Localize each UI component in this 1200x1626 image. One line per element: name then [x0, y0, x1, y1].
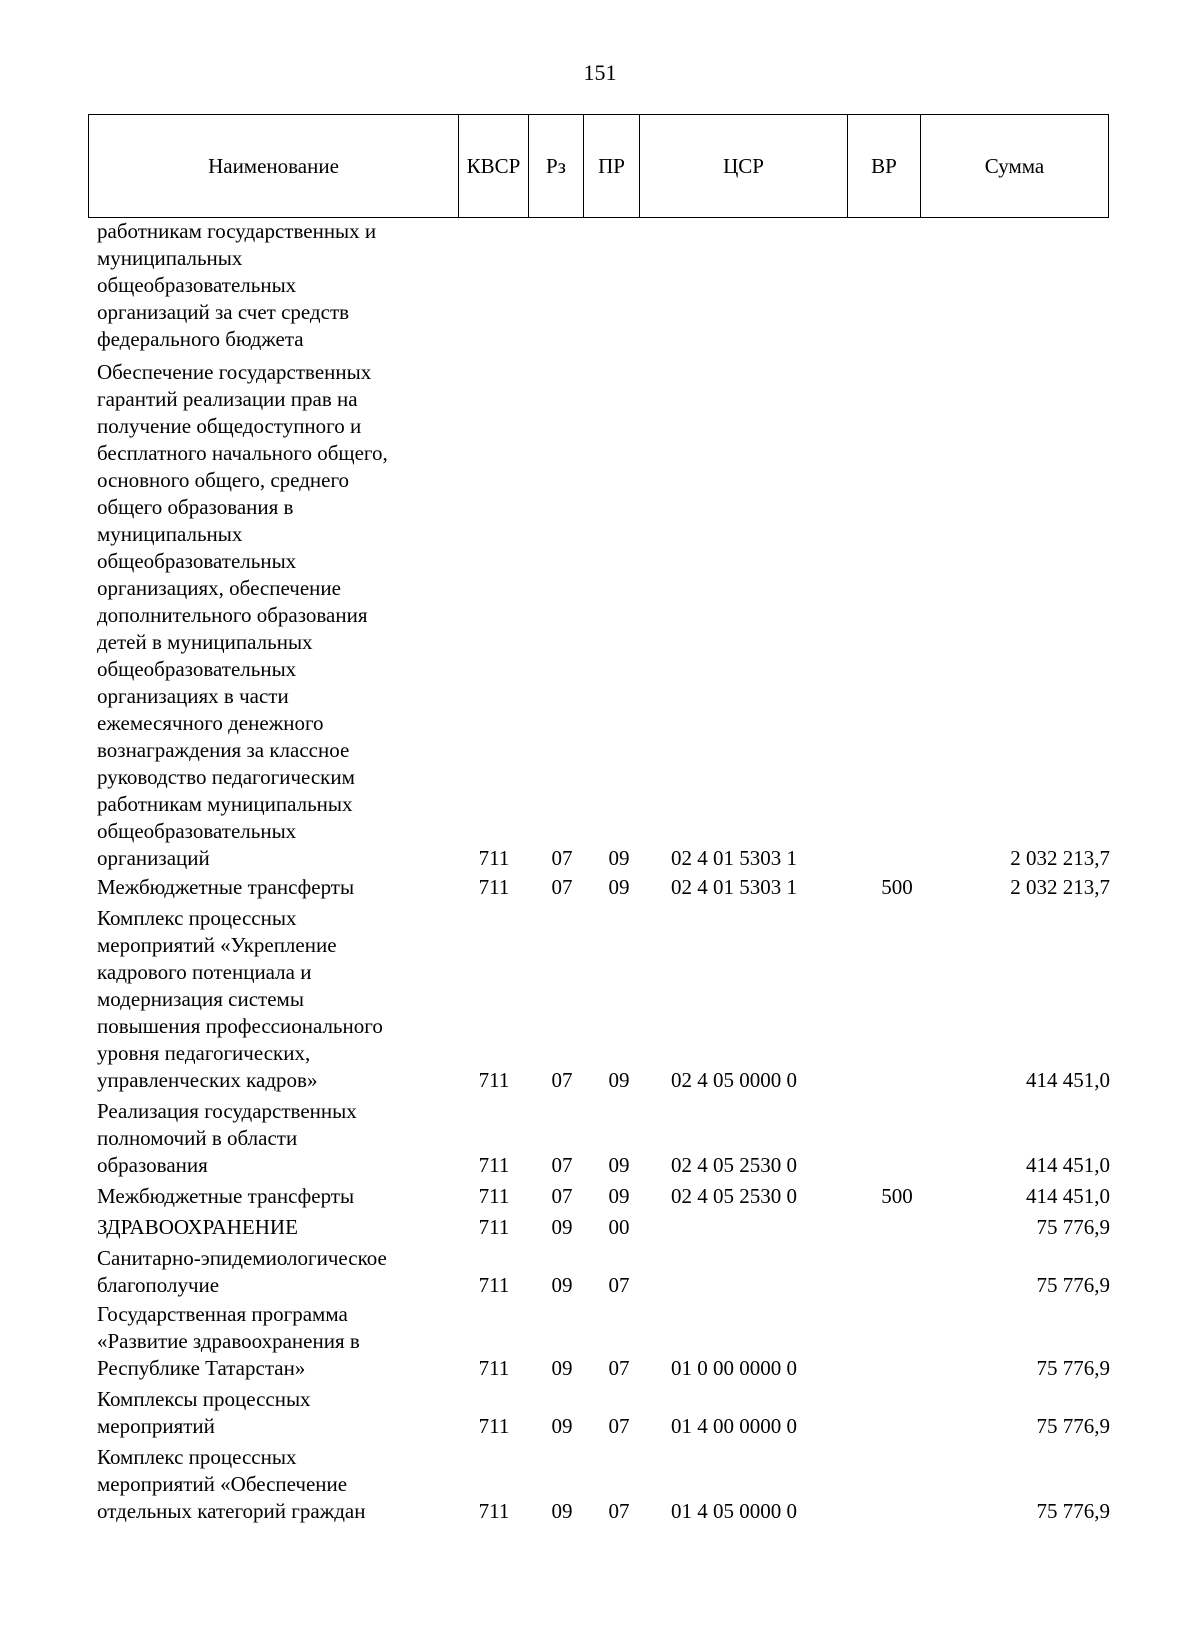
cell-pr: 07 — [608, 1356, 630, 1380]
header-vr: ВР — [848, 115, 921, 218]
table-row — [0, 218, 1200, 353]
cell-name-line: Комплексы процессных — [97, 1387, 311, 1411]
cell-name — [97, 218, 453, 353]
cell-name-line: повышения профессионального — [97, 1014, 383, 1038]
cell-name-line: управленческих кадров» — [97, 1068, 318, 1092]
cell-name-line: руководство педагогическим — [97, 765, 355, 789]
cell-name-line: Межбюджетные трансферты — [97, 875, 355, 899]
cell-sum: 414 451,0 — [1026, 1153, 1110, 1177]
cell-sum: 75 776,9 — [1036, 1356, 1110, 1380]
cell-kvsr: 711 — [478, 846, 510, 870]
page-number: 151 — [583, 60, 617, 85]
table-row — [0, 1098, 1200, 1179]
cell-csr: 02 4 05 2530 0 — [671, 1184, 797, 1208]
cell-name-line: бесплатного начального общего, — [97, 441, 388, 465]
cell-name-line: Санитарно-эпидемиологическое — [97, 1246, 387, 1270]
cell-name-line: благополучие — [97, 1273, 220, 1297]
cell-sum: 414 451,0 — [1026, 1184, 1110, 1208]
cell-name — [97, 1214, 453, 1241]
cell-pr: 09 — [608, 1184, 630, 1208]
cell-name-line: Обеспечение государственных — [97, 360, 372, 384]
cell-name-line: мероприятий «Обеспечение — [97, 1472, 348, 1496]
cell-pr: 09 — [608, 1068, 630, 1092]
cell-pr: 07 — [608, 1414, 630, 1438]
cell-rz: 07 — [551, 1153, 573, 1177]
cell-name-line: муниципальных — [97, 246, 243, 270]
cell-sum: 414 451,0 — [1026, 1068, 1110, 1092]
cell-name-line: вознаграждения за классное — [97, 738, 350, 762]
table-row — [0, 1214, 1200, 1241]
cell-csr: 02 4 05 2530 0 — [671, 1153, 797, 1177]
cell-csr: 01 0 00 0000 0 — [671, 1356, 797, 1380]
cell-pr: 09 — [608, 1153, 630, 1177]
cell-rz: 07 — [551, 846, 573, 870]
cell-rz: 07 — [551, 1184, 573, 1208]
cell-kvsr: 711 — [478, 1215, 510, 1239]
cell-name-line: общеобразовательных — [97, 819, 297, 843]
cell-rz: 09 — [551, 1215, 573, 1239]
cell-name-line: основного общего, среднего — [97, 468, 350, 492]
cell-name-line: федерального бюджета — [97, 327, 304, 351]
cell-kvsr: 711 — [478, 1499, 510, 1523]
cell-name-line: общеобразовательных — [97, 657, 297, 681]
cell-kvsr: 711 — [478, 1273, 510, 1297]
cell-kvsr: 711 — [478, 1414, 510, 1438]
cell-name — [97, 1098, 453, 1179]
cell-rz: 09 — [551, 1414, 573, 1438]
cell-name-line: муниципальных — [97, 522, 243, 546]
cell-name — [97, 874, 453, 901]
cell-pr: 07 — [608, 1499, 630, 1523]
cell-name-line: дополнительного образования — [97, 603, 368, 627]
cell-vr: 500 — [881, 1184, 913, 1208]
header-csr: ЦСР — [640, 115, 848, 218]
table-row — [0, 1245, 1200, 1299]
cell-pr: 09 — [608, 875, 630, 899]
cell-name-line: ЗДРАВООХРАНЕНИЕ — [97, 1215, 298, 1239]
cell-name — [97, 905, 453, 1094]
header-name: Наименование — [89, 115, 459, 218]
cell-name — [97, 1386, 453, 1440]
cell-name-line: общего образования в — [97, 495, 294, 519]
cell-kvsr: 711 — [478, 875, 510, 899]
cell-rz: 09 — [551, 1499, 573, 1523]
cell-name-line: работникам государственных и — [97, 219, 377, 243]
cell-name-line: ежемесячного денежного — [97, 711, 324, 735]
cell-name-line: «Развитие здравоохранения в — [97, 1329, 360, 1353]
cell-name-line: кадрового потенциала и — [97, 960, 312, 984]
cell-rz: 09 — [551, 1273, 573, 1297]
cell-name-line: гарантий реализации прав на — [97, 387, 358, 411]
cell-name-line: модернизация системы — [97, 987, 304, 1011]
cell-name-line: организациях в части — [97, 684, 289, 708]
cell-sum: 75 776,9 — [1036, 1215, 1110, 1239]
cell-name — [97, 1301, 453, 1382]
cell-sum: 2 032 213,7 — [1010, 875, 1110, 899]
table-row — [0, 1444, 1200, 1525]
cell-name-line: работникам муниципальных — [97, 792, 353, 816]
table-row — [0, 1301, 1200, 1382]
cell-name-line: уровня педагогических, — [97, 1041, 311, 1065]
cell-name-line: общеобразовательных — [97, 549, 297, 573]
header-rz: Рз — [529, 115, 584, 218]
cell-pr: 09 — [608, 846, 630, 870]
cell-kvsr: 711 — [478, 1068, 510, 1092]
cell-name-line: общеобразовательных — [97, 273, 297, 297]
cell-name-line: отдельных категорий граждан — [97, 1499, 366, 1523]
cell-name-line: организациях, обеспечение — [97, 576, 341, 600]
cell-rz: 07 — [551, 875, 573, 899]
table-row — [0, 1183, 1200, 1210]
cell-name-line: детей в муниципальных — [97, 630, 313, 654]
cell-csr: 02 4 01 5303 1 — [671, 875, 797, 899]
cell-csr: 02 4 01 5303 1 — [671, 846, 797, 870]
table-row — [0, 1386, 1200, 1440]
cell-name-line: мероприятий «Укрепление — [97, 933, 337, 957]
cell-sum: 75 776,9 — [1036, 1499, 1110, 1523]
cell-name-line: Республике Татарстан» — [97, 1356, 306, 1380]
header-kvsr: КВСР — [459, 115, 529, 218]
cell-name-line: Межбюджетные трансферты — [97, 1184, 355, 1208]
cell-rz: 07 — [551, 1068, 573, 1092]
cell-name-line: организаций — [97, 846, 210, 870]
table-body — [0, 218, 1200, 1525]
cell-sum: 75 776,9 — [1036, 1414, 1110, 1438]
header-pr: ПР — [584, 115, 640, 218]
cell-name — [97, 359, 453, 872]
cell-rz: 09 — [551, 1356, 573, 1380]
cell-name-line: Комплекс процессных — [97, 1445, 297, 1469]
cell-pr: 07 — [608, 1273, 630, 1297]
cell-name-line: Комплекс процессных — [97, 906, 297, 930]
cell-kvsr: 711 — [478, 1184, 510, 1208]
cell-sum: 75 776,9 — [1036, 1273, 1110, 1297]
header-sum: Сумма — [921, 115, 1109, 218]
cell-name-line: Реализация государственных — [97, 1099, 357, 1123]
table-row — [0, 874, 1200, 901]
cell-sum: 2 032 213,7 — [1010, 846, 1110, 870]
cell-name-line: получение общедоступного и — [97, 414, 362, 438]
cell-csr: 01 4 00 0000 0 — [671, 1414, 797, 1438]
table-row — [0, 905, 1200, 1094]
cell-csr: 01 4 05 0000 0 — [671, 1499, 797, 1523]
table-header — [88, 114, 1109, 218]
cell-csr: 02 4 05 0000 0 — [671, 1068, 797, 1092]
cell-kvsr: 711 — [478, 1356, 510, 1380]
cell-name — [97, 1444, 453, 1525]
cell-name-line: полномочий в области — [97, 1126, 298, 1150]
table-row — [0, 359, 1200, 872]
cell-name-line: мероприятий — [97, 1414, 215, 1438]
cell-name-line: организаций за счет средств — [97, 300, 350, 324]
cell-pr: 00 — [608, 1215, 630, 1239]
cell-name — [97, 1183, 453, 1210]
cell-kvsr: 711 — [478, 1153, 510, 1177]
cell-name — [97, 1245, 453, 1299]
cell-name-line: Государственная программа — [97, 1302, 348, 1326]
cell-name-line: образования — [97, 1153, 208, 1177]
cell-vr: 500 — [881, 875, 913, 899]
